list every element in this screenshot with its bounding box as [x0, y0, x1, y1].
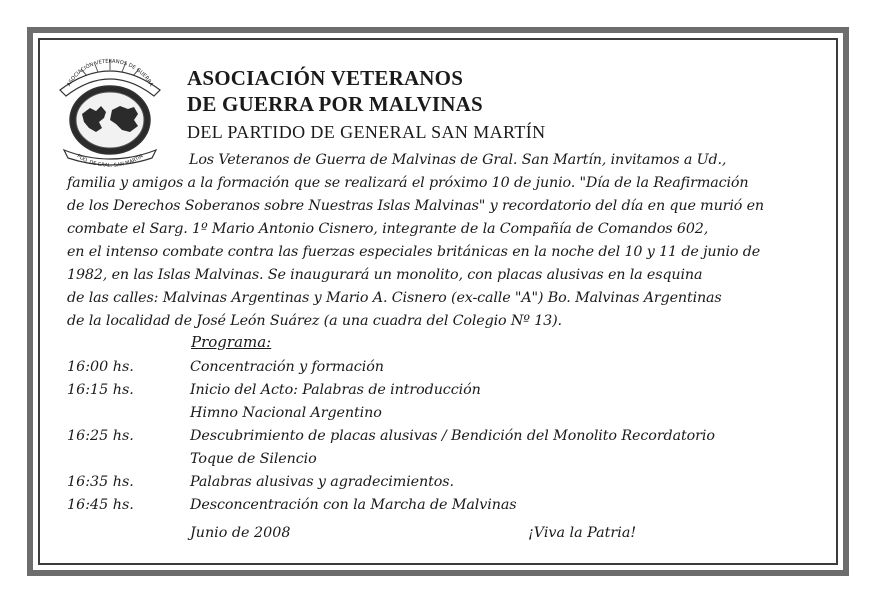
- program-activity: Toque de Silencio: [190, 451, 317, 467]
- program-activity: Concentración y formación: [190, 359, 384, 375]
- program-time: 16:15 hs.: [67, 382, 134, 398]
- program-time: 16:45 hs.: [67, 497, 134, 513]
- body-line: familia y amigos a la formación que se realizará el próximo 10 de junio. "Día de la Reafirmación: [67, 175, 749, 191]
- program-time: 16:25 hs.: [67, 428, 134, 444]
- body-line: de la localidad de José León Suárez (a una cuadra del Colegio Nº 13).: [67, 313, 562, 329]
- body-line: en el intenso combate contra las fuerzas especiales británicas en la noche del 10 y 11 de junio de: [67, 244, 761, 260]
- footer-date: Junio de 2008: [190, 525, 291, 541]
- program-activity: Desconcentración con la Marcha de Malvinas: [190, 497, 517, 513]
- association-emblem: [56, 56, 164, 168]
- body-line: de las calles: Malvinas Argentinas y Mario A. Cisnero (ex-calle "A") Bo. Malvinas Argentinas: [67, 290, 722, 306]
- subtitle: DEL PARTIDO DE GENERAL SAN MARTÍN: [187, 122, 546, 142]
- title-line-1: ASOCIACIÓN VETERANOS: [187, 66, 464, 90]
- program-title: Programa:: [191, 333, 272, 351]
- program-activity: Inicio del Acto: Palabras de introducción: [190, 382, 481, 398]
- program-activity: Descubrimiento de placas alusivas / Bendición del Monolito Recordatorio: [190, 428, 715, 444]
- body-line: combate el Sarg. 1º Mario Antonio Cisnero, integrante de la Compañía de Comandos 602,: [67, 221, 709, 237]
- title-line-2: DE GUERRA POR MALVINAS: [187, 92, 483, 116]
- body-line: de los Derechos Soberanos sobre Nuestras Islas Malvinas" y recordatorio del día en que murió en: [67, 198, 764, 214]
- program-time: 16:35 hs.: [67, 474, 134, 490]
- program-time: 16:00 hs.: [67, 359, 134, 375]
- footer-closing: ¡Viva la Patria!: [528, 525, 637, 541]
- body-line: Los Veteranos de Guerra de Malvinas de Gral. San Martín, invitamos a Ud.,: [189, 152, 727, 168]
- emblem-top-text: ASOCIACIÓN VETERANOS DE GUERRA: [66, 58, 154, 88]
- program-activity: Himno Nacional Argentino: [190, 405, 382, 421]
- emblem-bottom-text: PDO. DE GRAL. SAN MARTIN: [75, 153, 145, 168]
- body-line: 1982, en las Islas Malvinas. Se inaugurará un monolito, con placas alusivas en la esquina: [67, 267, 703, 283]
- program-activity: Palabras alusivas y agradecimientos.: [190, 474, 454, 490]
